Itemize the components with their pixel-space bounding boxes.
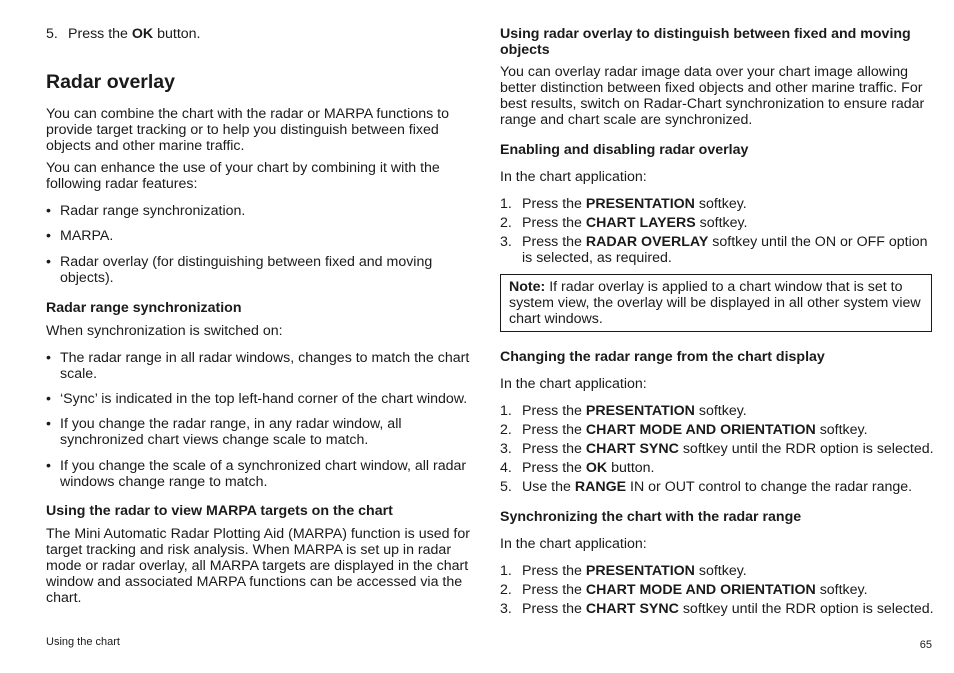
step-number: 5. xyxy=(46,26,58,42)
step-item: 3. Press the RADAR OVERLAY softkey until the ON or OFF option is selected, as required. xyxy=(500,234,928,266)
step-item: 1. Press the PRESENTATION softkey. xyxy=(500,196,747,212)
step-number: 1. xyxy=(500,563,512,579)
step-item: 3. Press the CHART SYNC softkey until the RDR option is selected. xyxy=(500,441,934,457)
step-item: 5. Use the RANGE IN or OUT control to change the radar range. xyxy=(500,479,913,495)
step-number: 2. xyxy=(500,215,512,231)
step-number: 4. xyxy=(500,460,512,476)
intro-paragraph: You can enhance the use of your chart by combining it with the following radar features: xyxy=(46,160,440,192)
step-item: 4. Press the OK button. xyxy=(500,460,655,476)
list-item: • ‘Sync’ is indicated in the top left-hand corner of the chart window. xyxy=(46,391,480,407)
paragraph: In the chart application: xyxy=(500,169,647,185)
subheading: Using the radar to view MARPA targets on the chart xyxy=(46,503,393,519)
footer-section: Using the chart xyxy=(46,636,120,648)
subheading: Radar range synchronization xyxy=(46,300,242,316)
step-number: 3. xyxy=(500,601,512,617)
step-number: 1. xyxy=(500,403,512,419)
list-item: • The radar range in all radar windows, changes to match the chart scale. xyxy=(46,350,480,382)
note-label: Note: xyxy=(509,279,546,295)
step-item: 1. Press the PRESENTATION softkey. xyxy=(500,403,747,419)
subheading: Changing the radar range from the chart display xyxy=(500,349,825,365)
list-item: • If you change the scale of a synchronized chart window, all radar windows change range to match. xyxy=(46,458,480,490)
step-item: 5. Press the OK button. xyxy=(46,26,201,42)
step-number: 1. xyxy=(500,196,512,212)
paragraph: In the chart application: xyxy=(500,376,647,392)
step-number: 2. xyxy=(500,422,512,438)
paragraph: The Mini Automatic Radar Plotting Aid (MARPA) function is used for target tracking and risk analysis. When MARPA is set up in radar mode or radar overlay, all MARPA targets are displayed in the chart window and associated MARPA functions can be accessed via the chart. xyxy=(46,526,470,606)
page-number: 65 xyxy=(919,639,932,651)
step-item: 3. Press the CHART SYNC softkey until the RDR option is selected. xyxy=(500,601,934,617)
list-item: • If you change the radar range, in any radar window, all synchronized chart views change scale to match. xyxy=(46,416,480,448)
list-item: • MARPA. xyxy=(46,228,480,244)
step-number: 5. xyxy=(500,479,512,495)
section-title: Radar overlay xyxy=(46,71,175,93)
paragraph: In the chart application: xyxy=(500,536,647,552)
paragraph: You can overlay radar image data over your chart image allowing better distinction between fixed objects and other marine traffic. For best results, switch on Radar-Chart synchronization to ensure radar range and chart scale are synchronized. xyxy=(500,64,925,128)
subheading: Enabling and disabling radar overlay xyxy=(500,142,749,158)
step-item: 2. Press the CHART MODE AND ORIENTATION softkey. xyxy=(500,422,868,438)
note-box xyxy=(500,274,932,332)
step-item: 1. Press the PRESENTATION softkey. xyxy=(500,563,747,579)
intro-paragraph: You can combine the chart with the radar or MARPA functions to provide target tracking or to help you distinguish between fixed objects and other marine traffic. xyxy=(46,106,449,154)
paragraph: When synchronization is switched on: xyxy=(46,323,283,339)
note-text: If radar overlay is applied to a chart window that is set to system view, the overlay will be displayed in all other system view chart windows. xyxy=(509,279,921,327)
list-item: • Radar overlay (for distinguishing between fixed and moving objects). xyxy=(46,254,480,286)
step-number: 2. xyxy=(500,582,512,598)
subheading: Using radar overlay to distinguish between fixed and moving objects xyxy=(500,26,911,58)
step-number: 3. xyxy=(500,441,512,457)
step-item: 2. Press the CHART LAYERS softkey. xyxy=(500,215,748,231)
step-item: 2. Press the CHART MODE AND ORIENTATION softkey. xyxy=(500,582,868,598)
list-item: • Radar range synchronization. xyxy=(46,203,480,219)
subheading: Synchronizing the chart with the radar range xyxy=(500,509,802,525)
step-number: 3. xyxy=(500,234,512,250)
